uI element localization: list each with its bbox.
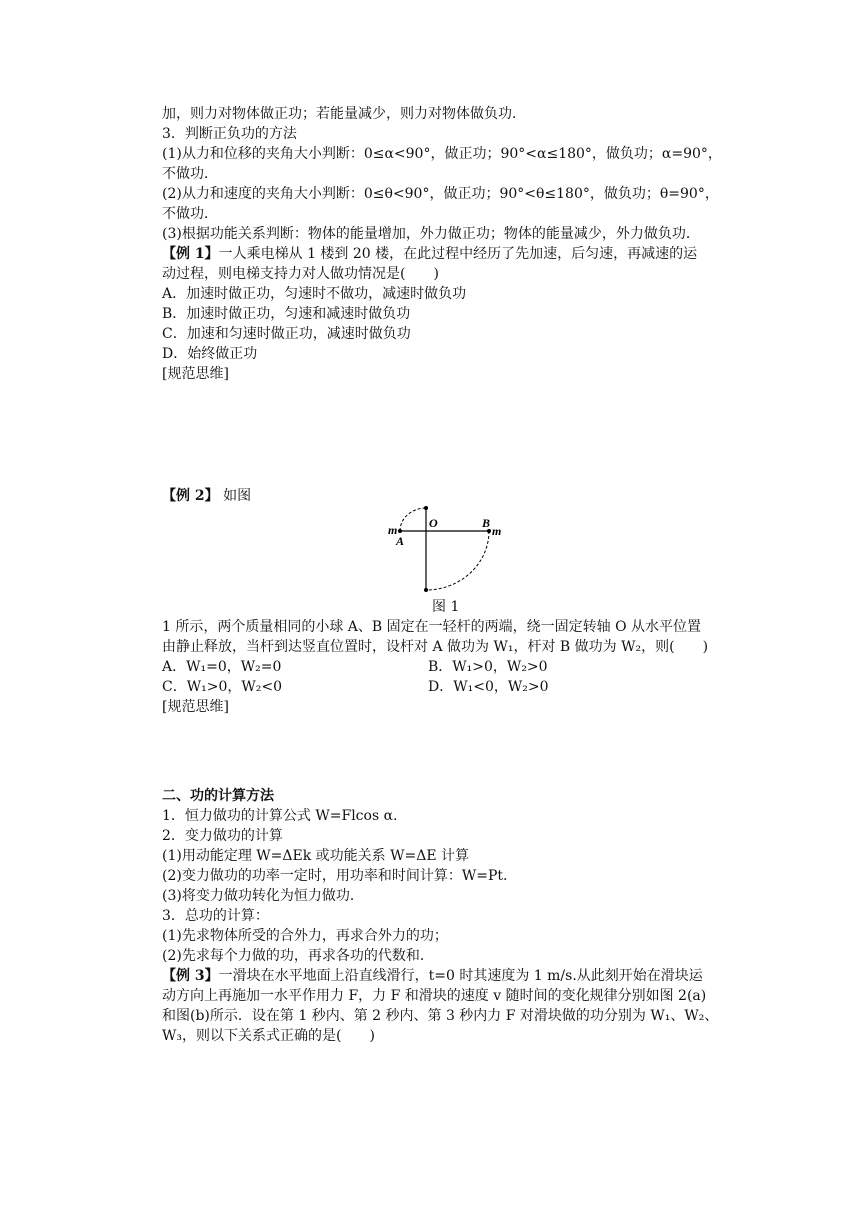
example-1-option-a: A．加速时做正功，匀速时不做功，减速时做负功 bbox=[162, 286, 467, 302]
label-b: B bbox=[482, 516, 491, 530]
example-2-lead bbox=[162, 486, 251, 506]
text-line: (2)从力和速度的夹角大小判断：0≤θ<90°，做正功；90°<θ≤180°，做负功；θ=90°， bbox=[162, 186, 719, 202]
example-2-lead-text: 如图 bbox=[223, 488, 252, 504]
example-1-text: 一人乘电梯从 1 楼到 20 楼，在此过程中经历了先加速，后匀速，再减速的运 bbox=[218, 246, 698, 262]
text-line: (1)从力和位移的夹角大小判断：0≤α<90°，做正功；90°<α≤180°，做负功；α=90°， bbox=[162, 146, 722, 162]
text-line: 动方向上再施加一水平作用力 F，力 F 和滑块的速度 v 随时间的变化规律分别如图 2(a) bbox=[162, 988, 707, 1004]
example-2-tag: 【例 2】 bbox=[162, 488, 219, 504]
text-line: W₃，则以下关系式正确的是( ) bbox=[162, 1028, 375, 1044]
text-line: 不做功． bbox=[162, 206, 218, 222]
text-line: 和图(b)所示．设在第 1 秒内、第 2 秒内、第 3 秒内力 F 对滑块做的功分别为 W₁、W₂、 bbox=[162, 1008, 719, 1024]
text-line: (3)根据功能关系判断：物体的能量增加，外力做正功；物体的能量减少，外力做负功． bbox=[162, 226, 700, 242]
text-line: 1．恒力做功的计算公式 W=Flcos α. bbox=[162, 808, 398, 824]
text-line: (2)先求每个力做的功，再求各功的代数和． bbox=[162, 948, 434, 964]
text-line: 3．判断正负功的方法 bbox=[162, 126, 297, 142]
example-1-question bbox=[162, 244, 697, 264]
example-3-question bbox=[162, 966, 703, 986]
label-m-right: m bbox=[492, 524, 502, 538]
rotating-rod-figure bbox=[382, 500, 512, 600]
text-line: 3．总功的计算： bbox=[162, 908, 269, 924]
text-line: (3)将变力做功转化为恒力做功． bbox=[162, 888, 364, 904]
text-line: (2)变力做功的功率一定时，用功率和时间计算：W=Pt. bbox=[162, 868, 508, 884]
text-line: 由静止释放，当杆到达竖直位置时，设杆对 A 做功为 W₁，杆对 B 做功为 W₂，则( ) bbox=[162, 639, 709, 655]
text-line: 1 所示，两个质量相同的小球 A、B 固定在一轻杆的两端，绕一固定转轴 O 从水平位置 bbox=[162, 619, 702, 635]
label-m-left: m bbox=[388, 523, 398, 537]
text-line: (1)用动能定理 W=ΔEk 或功能关系 W=ΔE 计算 bbox=[162, 848, 470, 864]
text-line: 加，则力对物体做正功；若能量减少，则力对物体做负功． bbox=[162, 106, 526, 122]
example-1-option-d: D．始终做正功 bbox=[162, 346, 258, 362]
label-o: O bbox=[429, 516, 438, 530]
norm-thinking-label: [规范思维] bbox=[162, 699, 229, 715]
text-line: 2．变力做功的计算 bbox=[162, 828, 283, 844]
section-heading: 二、功的计算方法 bbox=[162, 788, 274, 804]
text-line: 不做功． bbox=[162, 166, 218, 182]
example-3-text: 一滑块在水平地面上沿直线滑行，t=0 时其速度为 1 m/s.从此刻开始在滑块运 bbox=[218, 968, 703, 984]
label-a: A bbox=[396, 534, 405, 548]
example-1-option-b: B．加速时做正功，匀速和减速时做负功 bbox=[162, 306, 411, 322]
example-2-option-c: C．W₁>0，W₂<0 bbox=[162, 679, 282, 695]
example-2-option-a: A．W₁=0，W₂=0 bbox=[162, 659, 282, 675]
example-1-tag: 【例 1】 bbox=[162, 246, 219, 262]
norm-thinking-label: [规范思维] bbox=[162, 366, 229, 382]
example-1-option-c: C．加速和匀速时做正功，减速时做负功 bbox=[162, 326, 411, 342]
example-2-option-d: D．W₁<0，W₂>0 bbox=[428, 679, 549, 695]
example-2-option-b: B．W₁>0，W₂>0 bbox=[428, 659, 548, 675]
example-3-tag: 【例 3】 bbox=[162, 968, 219, 984]
figure-caption: 图 1 bbox=[432, 599, 460, 615]
text-line: 动过程，则电梯支持力对人做功情况是( ) bbox=[162, 266, 439, 282]
text-line: (1)先求物体所受的合外力，再求合外力的功； bbox=[162, 928, 448, 944]
